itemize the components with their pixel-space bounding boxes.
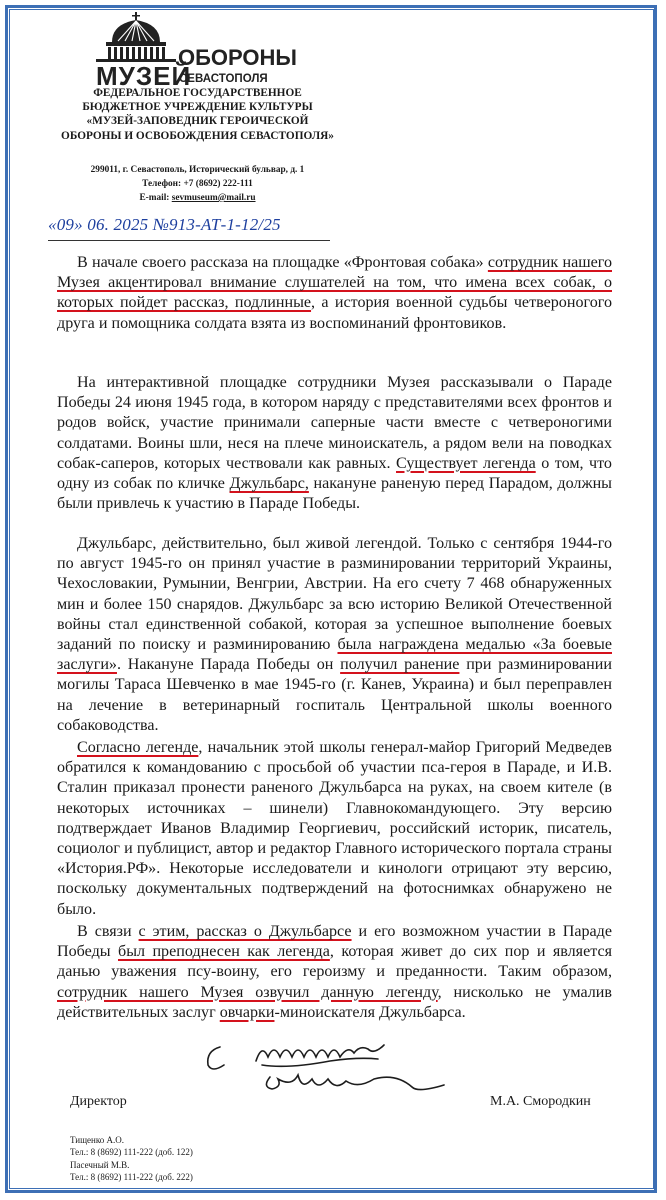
highlighted-text: с этим, рассказ о Джульбарсе xyxy=(138,923,352,940)
paragraph-1 xyxy=(57,253,612,334)
signer-name: М.А. Смородкин xyxy=(490,1094,591,1109)
text-run: В начале своего рассказа на площадке «Фронтовая собака» xyxy=(77,254,488,271)
footer-line: Тищенко А.О. xyxy=(70,1135,124,1145)
paragraph-3 xyxy=(57,534,612,736)
highlighted-text: получил ранение xyxy=(340,656,460,674)
highlighted-text: была награждена медалью «За боевые заслуги» xyxy=(57,636,612,674)
address: 299011, г. Севастополь, Исторический бульвар, д. 1 xyxy=(90,165,305,175)
text-run: В связи xyxy=(77,923,139,940)
org-line: «МУЗЕЙ-ЗАПОВЕДНИК ГЕРОИЧЕСКОЙ xyxy=(86,115,309,128)
email xyxy=(30,191,365,205)
text-run: , которая живет до сих пор и является данью уважения псу-воину, его героизму и преданности. Таким образом, xyxy=(57,943,612,981)
text-run: накануне раненую перед Парадом, должны были привлечь к участию в Параде Победы. xyxy=(57,475,612,513)
handwritten-signature xyxy=(198,1035,458,1105)
highlighted-text: сотрудник нашего Музея озвучил данную легенду xyxy=(57,983,438,1001)
registration-number xyxy=(48,209,368,239)
text-run: , а история военной судьбы четвероногого друга и помощника солдата взята из воспоминаний фронтовиков. xyxy=(57,294,612,332)
highlighted-text: был преподнесен как легенда xyxy=(118,943,330,961)
email-label: E-mail: xyxy=(139,193,172,203)
text-run: , нисколько не умалив действительных заслуг xyxy=(57,983,612,1021)
highlighted-text: Существует легенда xyxy=(396,454,536,472)
highlighted-text: Согласно легенде xyxy=(77,739,199,756)
text-run: о том, что одну из собак по кличке xyxy=(57,454,612,493)
org-line: ФЕДЕРАЛЬНОЕ ГОСУДАРСТВЕННОЕ xyxy=(93,87,302,99)
text-run: Джульбарс, действительно, был живой легендой. Только с сентября 1944-го по август 1945-го он принял участие в разминировании территорий Украины, Чехословакии, Румынии, Венгрии, Австрии. На его счету 7 468 обнаруженных мин и более 150 снарядов. Джульбарс за всю историю Великой Отечественной войны стал единственной собакой, которая за успешное выполнение боевых заданий по поиску и разминированию xyxy=(57,535,612,654)
paragraph-5 xyxy=(57,922,612,1023)
text-run: На интерактивной площадке сотрудники Музея рассказывали о Параде Победы 24 июня 1945 года, в котором наряду с представителями всех фронтов и родов войск, участие принимали саперные части вместе с четвероногими солдатами. Воины шли, неся на плече миноискатель, а рядом вели на поводках собак-саперов, которых чествовали как равных. xyxy=(57,374,612,472)
text-run: и его возможном участии в Параде Победы xyxy=(57,923,612,961)
paragraph-2 xyxy=(57,373,612,514)
logo-word-museum: МУЗЕЙ xyxy=(96,61,192,91)
email-link[interactable]: sevmuseum@mail.ru xyxy=(171,193,256,203)
paragraph-4 xyxy=(57,738,612,920)
organization-name xyxy=(30,86,365,143)
logo-word-sevastopolya: СЕВАСТОПОЛЯ xyxy=(179,73,268,85)
highlighted-text: сотрудник нашего Музея акцентировал внимание слушателей на том, что имена всех собак, о которых пойдет рассказ, подлинные xyxy=(57,254,612,312)
registration-line xyxy=(48,240,330,241)
registration-text: «09» 06. 2025 №913-АТ-1-12/25 xyxy=(48,215,281,234)
org-line: БЮДЖЕТНОЕ УЧРЕЖДЕНИЕ КУЛЬТУРЫ xyxy=(82,101,313,114)
text-run: , начальник этой школы генерал-майор Григорий Медведев обратился к командованию с просьбой об участии пса-героя в Параде, и И.В. Сталин приказал пронести раненого Джульбарса на руках, на своем кителе (в некоторых источниках – шинели) Главнокомандующего. Эту версию подтверждает Иванов Владимир Георгиевич, российский историк, писатель, социолог и публицист, автор и редактор Главного исторического портала страны «История.РФ». Некоторые исследователи и кинологи отрицают эту версию, поскольку документальных подтверждений на фотоснимках обнаружено не было. xyxy=(57,739,613,918)
phone: Телефон: +7 (8692) 222-111 xyxy=(142,179,253,189)
contact-footer xyxy=(70,1134,193,1184)
org-line: ОБОРОНЫ И ОСВОБОЖДЕНИЯ СЕВАСТОПОЛЯ» xyxy=(61,129,334,142)
museum-logo-graphic xyxy=(92,10,297,91)
signer-position: Директор xyxy=(70,1094,127,1109)
footer-line: Тел.: 8 (8692) 111-222 (доб. 122) xyxy=(70,1147,193,1158)
highlighted-text: овчарки xyxy=(219,1003,275,1021)
footer-line: Пасечный М.В. xyxy=(70,1159,130,1170)
text-run: -миноискателя Джульбарса. xyxy=(274,1003,466,1021)
footer-line: Тел.: 8 (8692) 111-222 (доб. 222) xyxy=(70,1172,193,1183)
highlighted-text: Джульбарс, xyxy=(229,475,309,493)
museum-logo xyxy=(92,10,297,91)
contact-details xyxy=(30,163,365,205)
text-run: . Накануне Парада Победы он xyxy=(116,656,341,674)
logo-word-oborony: ОБОРОНЫ xyxy=(178,45,297,70)
text-run: при разминировании могилы Тараса Шевченко в мае 1945-го (г. Канев, Украина) и был переправлен на лечение в ветеринарный госпиталь Центральной школы военного собаководства. xyxy=(57,656,613,734)
